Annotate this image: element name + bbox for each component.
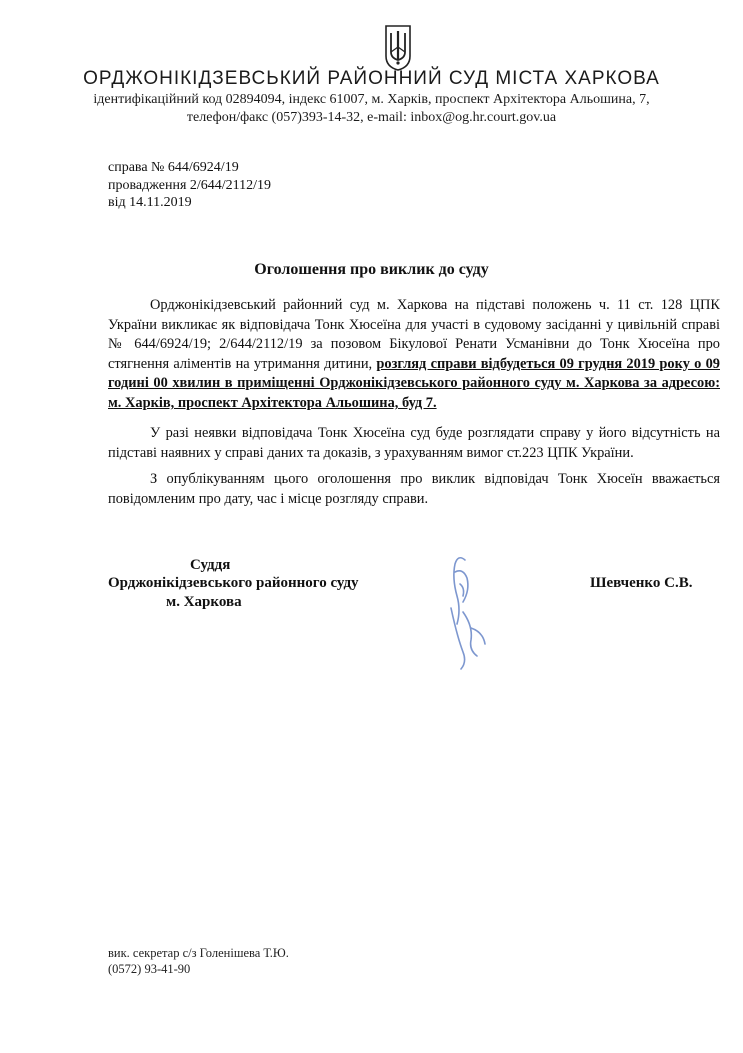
- hearing-details: розгляд справи відбудеться 09 грудня 2019 року о 09 годині 00 хвилин в приміщенні Орджонікідзевського районного суду м. Харкова за адресою: м. Харків, проспект Архітектора Альошина, буд 7.: [108, 355, 720, 411]
- trident-emblem-icon: [383, 22, 413, 72]
- judge-title: Суддя: [190, 557, 231, 573]
- notice-paragraph-1: [108, 296, 720, 414]
- paragraph-1-text: Орджонікідзевський районний суд м. Харкова на підставі положень ч. 11 ст. 128 ЦПК України викликає як відповідача Тонк Хюсеїна для участі в судовому засіданні у цивільній справі № 644/6924/19; 2/644/2112/19 за позовом Бікулової Ренати Усманівни до Тонк Хюсеїна про стягнення аліментів на утримання дитини,: [108, 297, 720, 372]
- notice-title: Оголошення про виклик до суду: [254, 261, 489, 278]
- secretary-name: вик. секретар с/з Голенішева Т.Ю.: [108, 946, 289, 960]
- court-details: ідентифікаційний код 02894094, індекс 61007, м. Харків, проспект Архітектора Альошина, 7,: [93, 92, 650, 107]
- judge-court: Орджонікідзевського районного суду: [108, 575, 359, 591]
- case-number: справа № 644/6924/19: [108, 160, 239, 175]
- judge-name: Шевченко С.В.: [590, 575, 693, 591]
- notice-paragraph-3: З опублікуванням цього оголошення про виклик відповідач Тонк Хюсеїн вважається повідомленим про дату, час і місце розгляду справи.: [108, 471, 720, 507]
- handwritten-signature-icon: [425, 548, 505, 673]
- proceeding-number: провадження 2/644/2112/19: [108, 178, 272, 193]
- judge-city: м. Харкова: [166, 594, 242, 610]
- secretary-phone: (0572) 93-41-90: [108, 962, 191, 976]
- notice-paragraph-2: У разі неявки відповідача Тонк Хюсеїна суд буде розглядати справу у його відсутність на підставі наявних у справі даних та доказів, з урахуванням вимог ст.223 ЦПК України.: [108, 425, 720, 461]
- court-name: ОРДЖОНІКІДЗЕВСЬКИЙ РАЙОННИЙ СУД МІСТА ХАРКОВА: [83, 68, 660, 89]
- document-date: від 14.11.2019: [108, 195, 192, 210]
- court-contacts: телефон/факс (057)393-14-32, e-mail: inbox@og.hr.court.gov.ua: [186, 110, 557, 125]
